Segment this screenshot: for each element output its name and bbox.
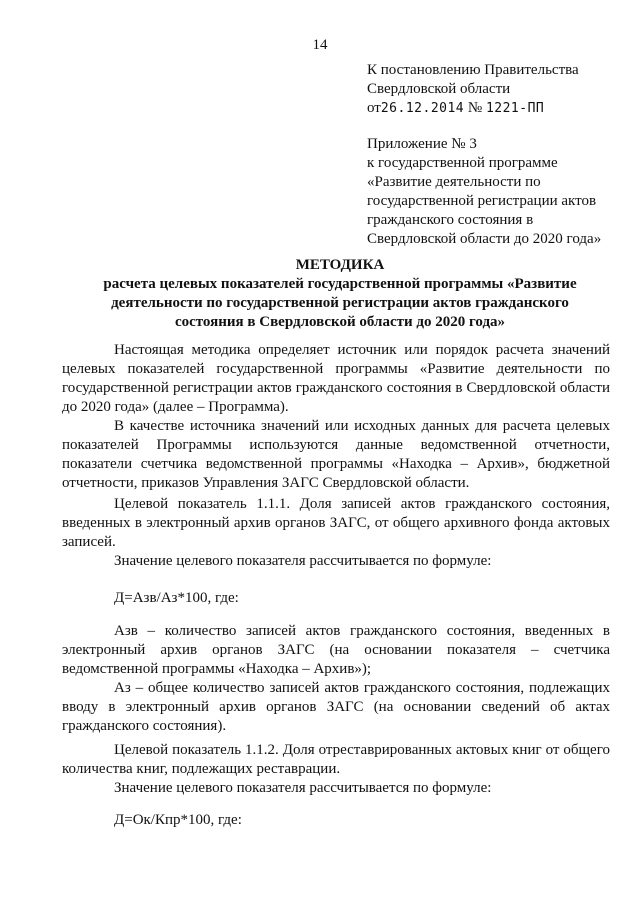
intro-paragraph: В качестве источника значений или исходных данных для расчета целевых показателей Программы используются данные ведомственной отчетности, показатели счетчика ведомственной программы «Находка – Архив», бюджетной отчетности, приказов Управления ЗАГС Свердловской области. [62,418,610,491]
title-subtitle-line: состояния в Свердловской области до 2020 года» [174,314,506,330]
document-title [70,256,610,332]
indicator-1-1-2: Целевой показатель 1.1.2. Доля отреставрированных актовых книг от общего количества книг, подлежащих реставрации. [62,742,610,777]
formula-1: Д=Азв/Аз*100, где: [114,590,239,606]
decree-number-label: № [467,100,483,116]
decree-from-prefix: от [367,100,381,116]
title-subtitle-line: расчета целевых показателей государственной программы «Развитие [103,276,577,292]
indicator-1-1-2-section [62,741,610,798]
appendix-line: Приложение № 3 [367,136,477,152]
formula-2: Д=Ок/Кпр*100, где: [114,812,242,828]
intro-section [62,341,610,493]
decree-date: 26.12.2014 [380,101,465,116]
appendix-line: «Развитие деятельности по [367,174,541,190]
decree-date-number-line [367,99,579,118]
page-number: 14 [312,37,328,53]
title-subtitle-line: деятельности по государственной регистрации актов гражданского [111,295,569,311]
intro-paragraph: Настоящая методика определяет источник или порядок расчета значений целевых показателей государственной программы «Развитие деятельности по государственной регистрации актов гражданского состояния в Свердловской области до 2020 года» (далее – Программа). [62,342,610,415]
appendix-reference [367,135,601,249]
appendix-line: гражданского состояния в [367,212,534,228]
definition-az: Аз – общее количество записей актов гражданского состояния, подлежащих вводу в электронный архив органов ЗАГС (на основании сведений об актах гражданского состояния). [62,680,610,734]
appendix-line: государственной регистрации актов [367,193,597,209]
formula-intro: Значение целевого показателя рассчитывается по формуле: [114,780,492,796]
appendix-line: Свердловской области до 2020 года» [367,231,602,247]
decree-reference [367,61,579,118]
decree-number: 1221-ПП [485,101,545,116]
appendix-line: к государственной программе [367,155,558,171]
definitions-section [62,622,610,736]
definition-azv: Азв – количество записей актов гражданского состояния, введенных в электронный архив органов ЗАГС (на основании показателя – счетчика ведомственной программы «Находка – Архив»); [62,623,610,677]
decree-line-2: Свердловской области [367,81,511,97]
indicator-1-1-1: Целевой показатель 1.1.1. Доля записей актов гражданского состояния, введенных в электронный архив органов ЗАГС, от общего архивного фонда актовых записей. [62,496,610,550]
indicator-1-1-1-section [62,495,610,571]
decree-line-1: К постановлению Правительства [367,62,579,78]
formula-intro: Значение целевого показателя рассчитывается по формуле: [114,553,492,569]
title-heading: МЕТОДИКА [295,257,385,273]
